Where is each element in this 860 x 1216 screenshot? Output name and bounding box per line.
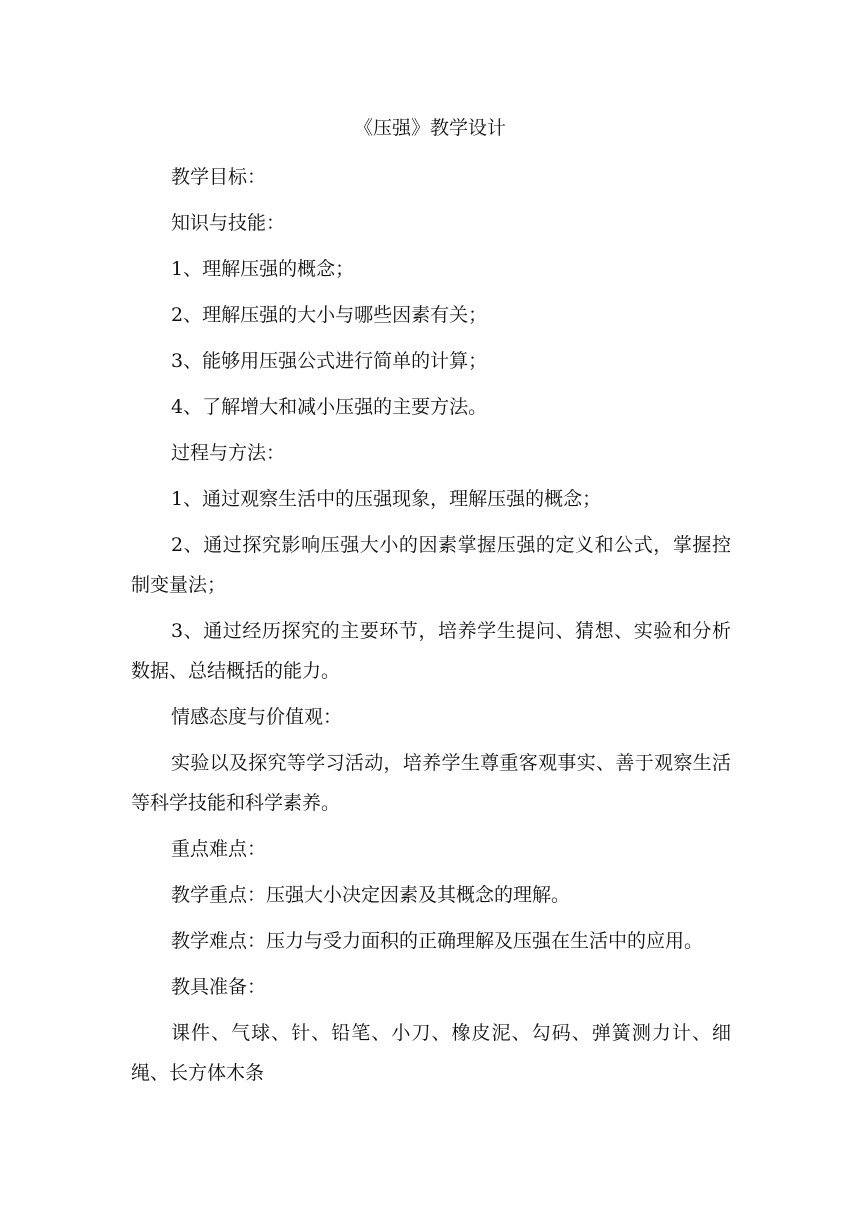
heading-teaching-aids: 教具准备：: [171, 976, 267, 998]
list-item: 3、通过经历探究的主要环节，培养学生提问、猜想、实验和分析数据、总结概括的能力。: [131, 620, 731, 682]
heading-knowledge-skills: 知识与技能：: [171, 212, 286, 234]
document-body: [131, 157, 731, 1099]
list-item: 2、理解压强的大小与哪些因素有关；: [171, 304, 488, 326]
paragraph: 教学难点：压力与受力面积的正确理解及压强在生活中的应用。: [171, 930, 704, 952]
heading-process-methods: 过程与方法：: [171, 442, 286, 464]
list-item: 3、能够用压强公式进行简单的计算；: [171, 350, 488, 372]
heading-teaching-goals: 教学目标：: [171, 166, 267, 188]
list-item: 4、了解增大和减小压强的主要方法。: [171, 396, 488, 418]
heading-emotion-values: 情感态度与价值观：: [171, 706, 343, 728]
list-item: 1、通过观察生活中的压强现象，理解压强的概念；: [171, 488, 602, 510]
document-title: 《压强》教学设计: [353, 117, 506, 139]
paragraph: 课件、气球、针、铅笔、小刀、橡皮泥、勾码、弹簧测力计、细绳、长方体木条: [131, 1022, 731, 1084]
list-item: 1、理解压强的概念；: [171, 258, 355, 280]
heading-key-difficult-points: 重点难点：: [171, 838, 267, 860]
list-item: 2、通过探究影响压强大小的因素掌握压强的定义和公式，掌握控制变量法；: [131, 534, 731, 596]
paragraph: 教学重点：压强大小决定因素及其概念的理解。: [171, 884, 571, 906]
paragraph: 实验以及探究等学习活动，培养学生尊重客观事实、善于观察生活等科学技能和科学素养。: [131, 752, 731, 814]
